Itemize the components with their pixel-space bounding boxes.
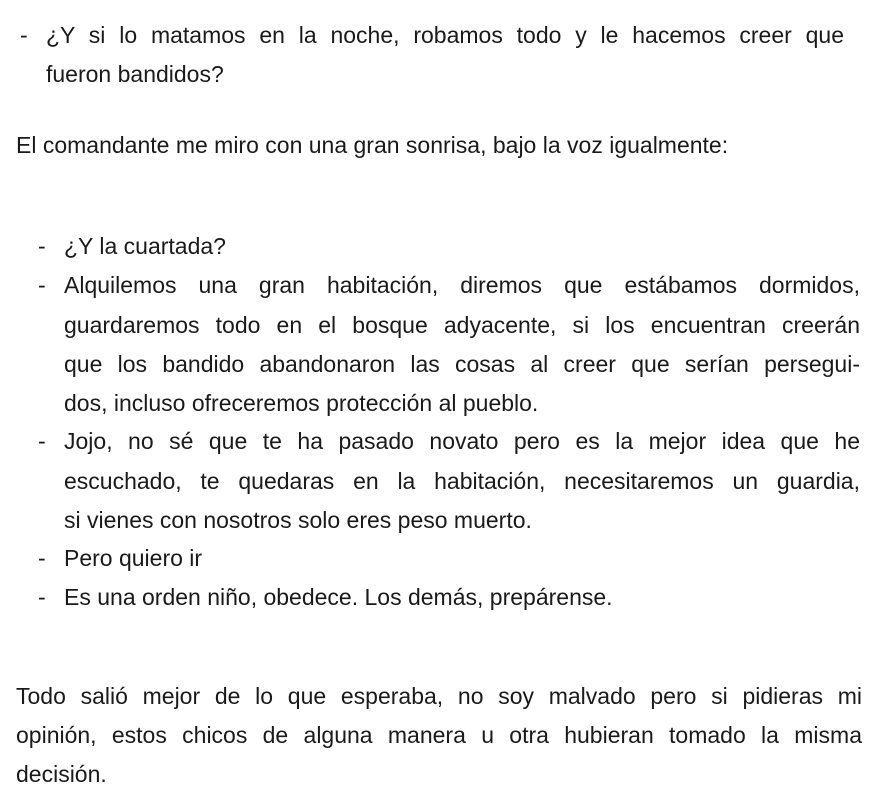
- dialogue-dash: -: [38, 272, 46, 298]
- dialogue-line: ¿Y la cuartada?: [64, 233, 226, 259]
- dialogue-line: dos, incluso ofreceremos protección al pueblo.: [64, 390, 539, 416]
- dialogue-dash: -: [38, 233, 46, 259]
- narration-paragraph-line: opinión, estos chicos de alguna manera u otra hubieran tomado la misma: [16, 722, 862, 748]
- dialogue-dash: -: [38, 428, 46, 454]
- dialogue-line: Alquilemos una gran habitación, diremos que estábamos dormidos,: [64, 272, 860, 298]
- dialogue-line: fueron bandidos?: [46, 61, 224, 87]
- dialogue-line: que los bandido abandonaron las cosas al creer que serían persegui-: [64, 351, 860, 377]
- dialogue-dash: -: [38, 584, 46, 610]
- dialogue-line: Es una orden niño, obedece. Los demás, prepárense.: [64, 584, 613, 610]
- dialogue-line: Jojo, no sé que te ha pasado novato pero es la mejor idea que he: [64, 428, 860, 454]
- dialogue-line: ¿Y si lo matamos en la noche, robamos todo y le hacemos creer que: [46, 22, 844, 48]
- dialogue-line: escuchado, te quedaras en la habitación, necesitaremos un guardia,: [64, 468, 860, 494]
- narration-paragraph-line: Todo salió mejor de lo que esperaba, no soy malvado pero si pidieras mi: [16, 683, 862, 709]
- dialogue-line: guardaremos todo en el bosque adyacente, si los encuentran creerán: [64, 312, 860, 338]
- dialogue-dash: -: [38, 545, 46, 571]
- dialogue-line: si vienes con nosotros solo eres peso muerto.: [64, 507, 532, 533]
- dialogue-line: Pero quiero ir: [64, 545, 203, 571]
- narration-paragraph: El comandante me miro con una gran sonrisa, bajo la voz igualmente:: [16, 132, 729, 158]
- dialogue-dash: -: [20, 22, 28, 48]
- narration-paragraph-line: decisión.: [16, 761, 107, 787]
